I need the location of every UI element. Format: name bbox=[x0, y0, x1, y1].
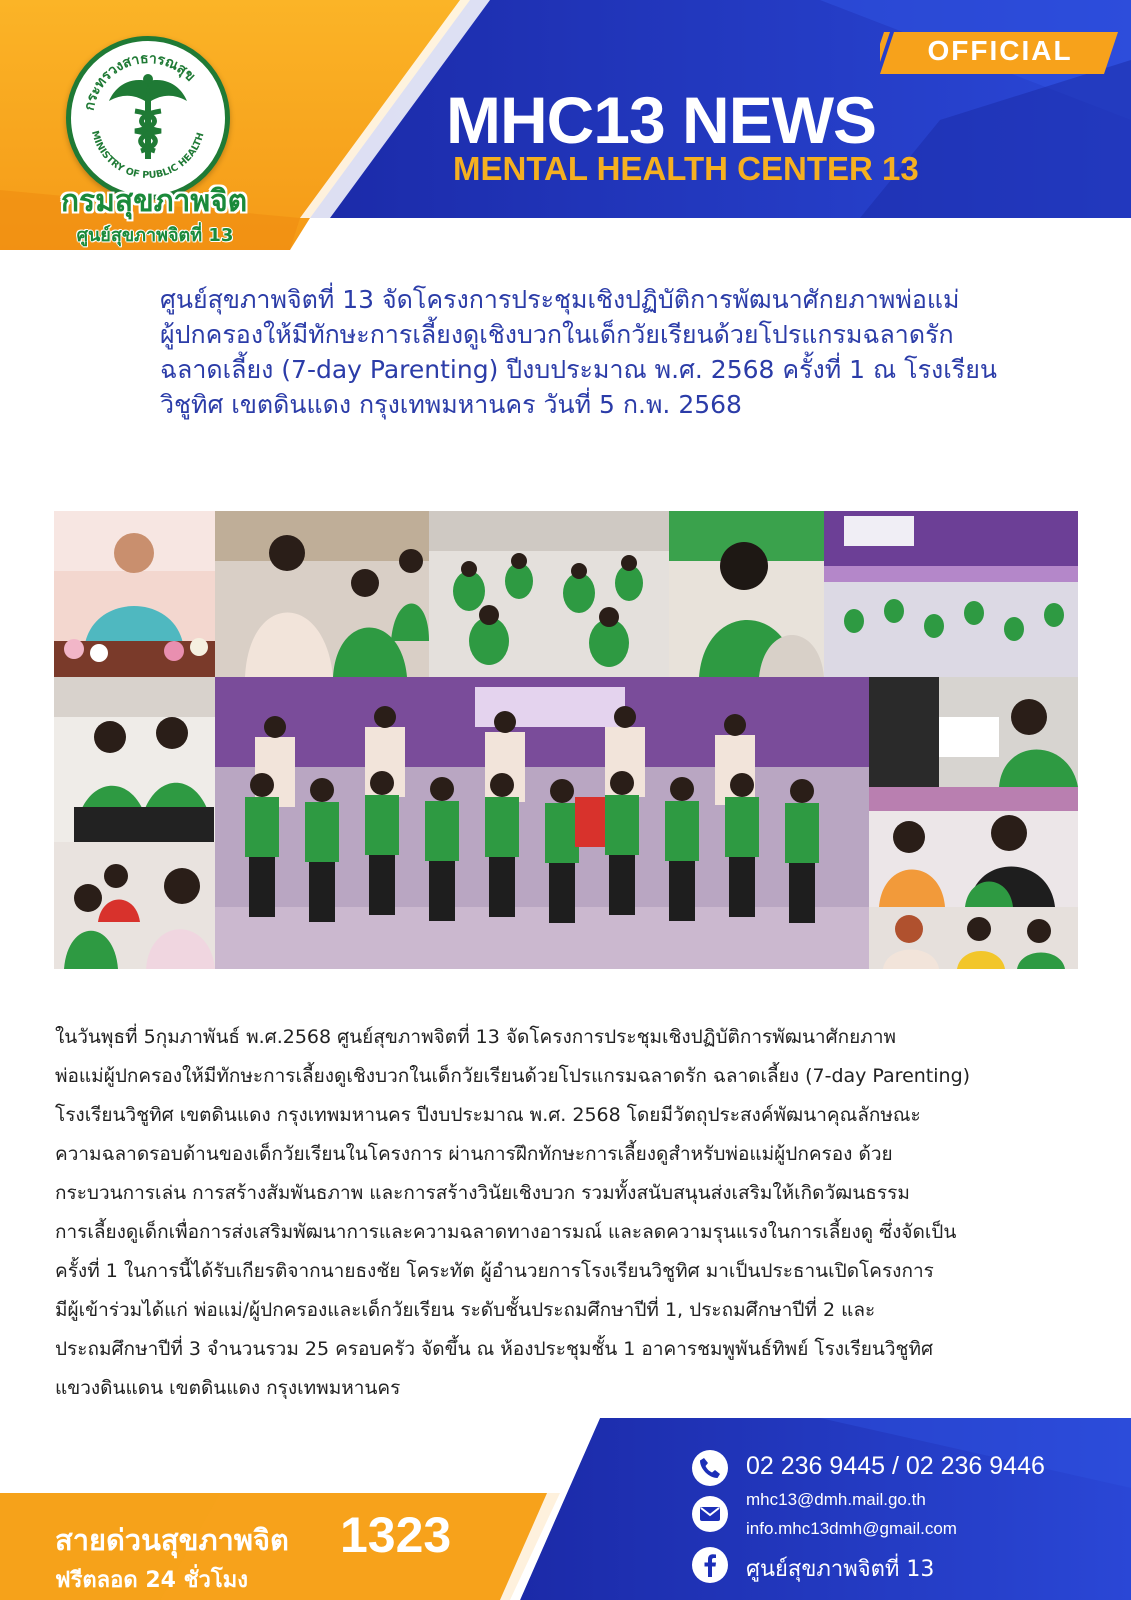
ministry-logo bbox=[66, 36, 230, 200]
body-line: การเลี้ยงดูเด็กเพื่อการส่งเสริมพัฒนาการและความฉลาดทางอารมณ์ และลดความรุนแรงในการเลี้ยงดู ซึ่งจัดเป็น bbox=[55, 1221, 957, 1243]
center-name: ศูนย์สุขภาพจิตที่ 13 bbox=[76, 225, 234, 246]
body-line: แขวงดินแดน เขตดินแดง กรุงเทพมหานคร bbox=[55, 1377, 401, 1399]
hotline-free-text: ฟรีตลอด 24 ชั่วโมง bbox=[55, 1568, 248, 1593]
headline-line: ศูนย์สุขภาพจิตที่ 13 จัดโครงการประชุมเชิงปฏิบัติการพัฒนาศักยภาพพ่อแม่ bbox=[160, 285, 960, 314]
body-line: ในวันพุธที่ 5กุมภาพันธ์ พ.ศ.2568 ศูนย์สุขภาพจิตที่ 13 จัดโครงการประชุมเชิงปฏิบัติการพัฒนาศักยภาพ bbox=[55, 1026, 897, 1048]
facebook-icon bbox=[692, 1547, 728, 1583]
photo-child-hug bbox=[669, 511, 824, 677]
contact-phone[interactable]: 02 236 9445 / 02 236 9446 bbox=[746, 1452, 1045, 1480]
photo-parent-with-child-1 bbox=[869, 907, 1078, 969]
photo-speaker-at-podium bbox=[54, 511, 215, 677]
headline-line: วิชูทิศ เขตดินแดง กรุงเทพมหานคร วันที่ 5 ก.พ. 2568 bbox=[160, 390, 742, 419]
photo-hall-activity bbox=[824, 511, 1078, 677]
body-line: กระบวนการเล่น การสร้างสัมพันธภาพ และการสร้างวินัยเชิงบวก รวมทั้งสนับสนุนส่งเสริมให้เกิดวัฒนธรรม bbox=[55, 1182, 910, 1204]
article-body bbox=[55, 1018, 1080, 1408]
official-tag: OFFICIAL bbox=[927, 35, 1073, 66]
headline-line: ผู้ปกครองให้มีทักษะการเลี้ยงดูเชิงบวกในเด็กวัยเรียนด้วยโปรแกรมฉลาดรัก bbox=[160, 320, 954, 349]
hotline-label: สายด่วนสุขภาพจิต bbox=[55, 1523, 289, 1557]
caduceus-icon bbox=[105, 71, 191, 163]
headline bbox=[160, 282, 1080, 422]
photo-parent-with-child-2 bbox=[54, 842, 215, 969]
phone-icon bbox=[692, 1450, 728, 1486]
body-line: มีผู้เข้าร่วมได้แก่ พ่อแม่/ผู้ปกครองและเด็กวัยเรียน ระดับชั้นประถมศึกษาปีที่ 1, ประถมศึกษาปีที่ 2 และ bbox=[55, 1299, 876, 1321]
photo-children-seated-group bbox=[429, 511, 669, 677]
svg-text:กระทรวงสาธารณสุข: กระทรวงสาธารณสุข bbox=[81, 50, 199, 112]
photo-group-photo bbox=[215, 677, 869, 969]
hotline-number[interactable]: 1323 bbox=[340, 1507, 452, 1563]
body-line: ความฉลาดรอบด้านของเด็กวัยเรียนในโครงการ ผ่านการฝึกทักษะการเลี้ยงดูสำหรับพ่อแม่ผู้ปกครอง ด้วย bbox=[55, 1143, 893, 1165]
body-line: พ่อแม่ผู้ปกครองให้มีทักษะการเลี้ยงดูเชิงบวกในเด็กวัยเรียนด้วยโปรแกรมฉลาดรัก ฉลาดเลี้ยง (7-day Parenting) bbox=[55, 1065, 971, 1087]
news-title: MHC13 NEWS bbox=[446, 83, 877, 157]
photo-parent-child-interview bbox=[215, 511, 429, 677]
photo-children-drawing bbox=[869, 677, 1078, 787]
contact-email-1[interactable]: mhc13@dmh.mail.go.th bbox=[746, 1490, 926, 1509]
body-line: ครั้งที่ 1 ในการนี้ได้รับเกียรติจากนายธงชัย โคระทัต ผู้อำนวยการโรงเรียนวิชูทิศ มาเป็นประธานเปิดโครงการ bbox=[55, 1260, 934, 1282]
photo-parent-child-hug bbox=[869, 787, 1078, 907]
svg-text:MINISTRY OF PUBLIC HEALTH: MINISTRY OF PUBLIC HEALTH bbox=[88, 129, 207, 182]
mail-icon bbox=[692, 1496, 728, 1532]
body-line: ประถมศึกษาปีที่ 3 จำนวนรวม 25 ครอบครัว จัดขึ้น ณ ห้องประชุมชั้น 1 อาคารชมพูพันธ์ทิพย์ โรงเรียนวิชูทิศ bbox=[55, 1338, 934, 1360]
body-line: โรงเรียนวิชูทิศ เขตดินแดง กรุงเทพมหานคร ปีงบประมาณ พ.ศ. 2568 โดยมีวัตถุประสงค์พัฒนาคุณลักษณะ bbox=[55, 1104, 921, 1126]
contact-facebook[interactable]: ศูนย์สุขภาพจิตที่ 13 bbox=[746, 1557, 935, 1582]
photo-two-children-microphone bbox=[54, 677, 215, 842]
photo-collage bbox=[54, 511, 1078, 969]
department-name: กรมสุขภาพจิต bbox=[60, 184, 248, 219]
headline-line: ฉลาดเลี้ยง (7-day Parenting) ปีงบประมาณ พ.ศ. 2568 ครั้งที่ 1 ณ โรงเรียน bbox=[160, 355, 997, 384]
news-subtitle: MENTAL HEALTH CENTER 13 bbox=[453, 150, 919, 187]
contact-email-2[interactable]: info.mhc13dmh@gmail.com bbox=[746, 1519, 957, 1538]
